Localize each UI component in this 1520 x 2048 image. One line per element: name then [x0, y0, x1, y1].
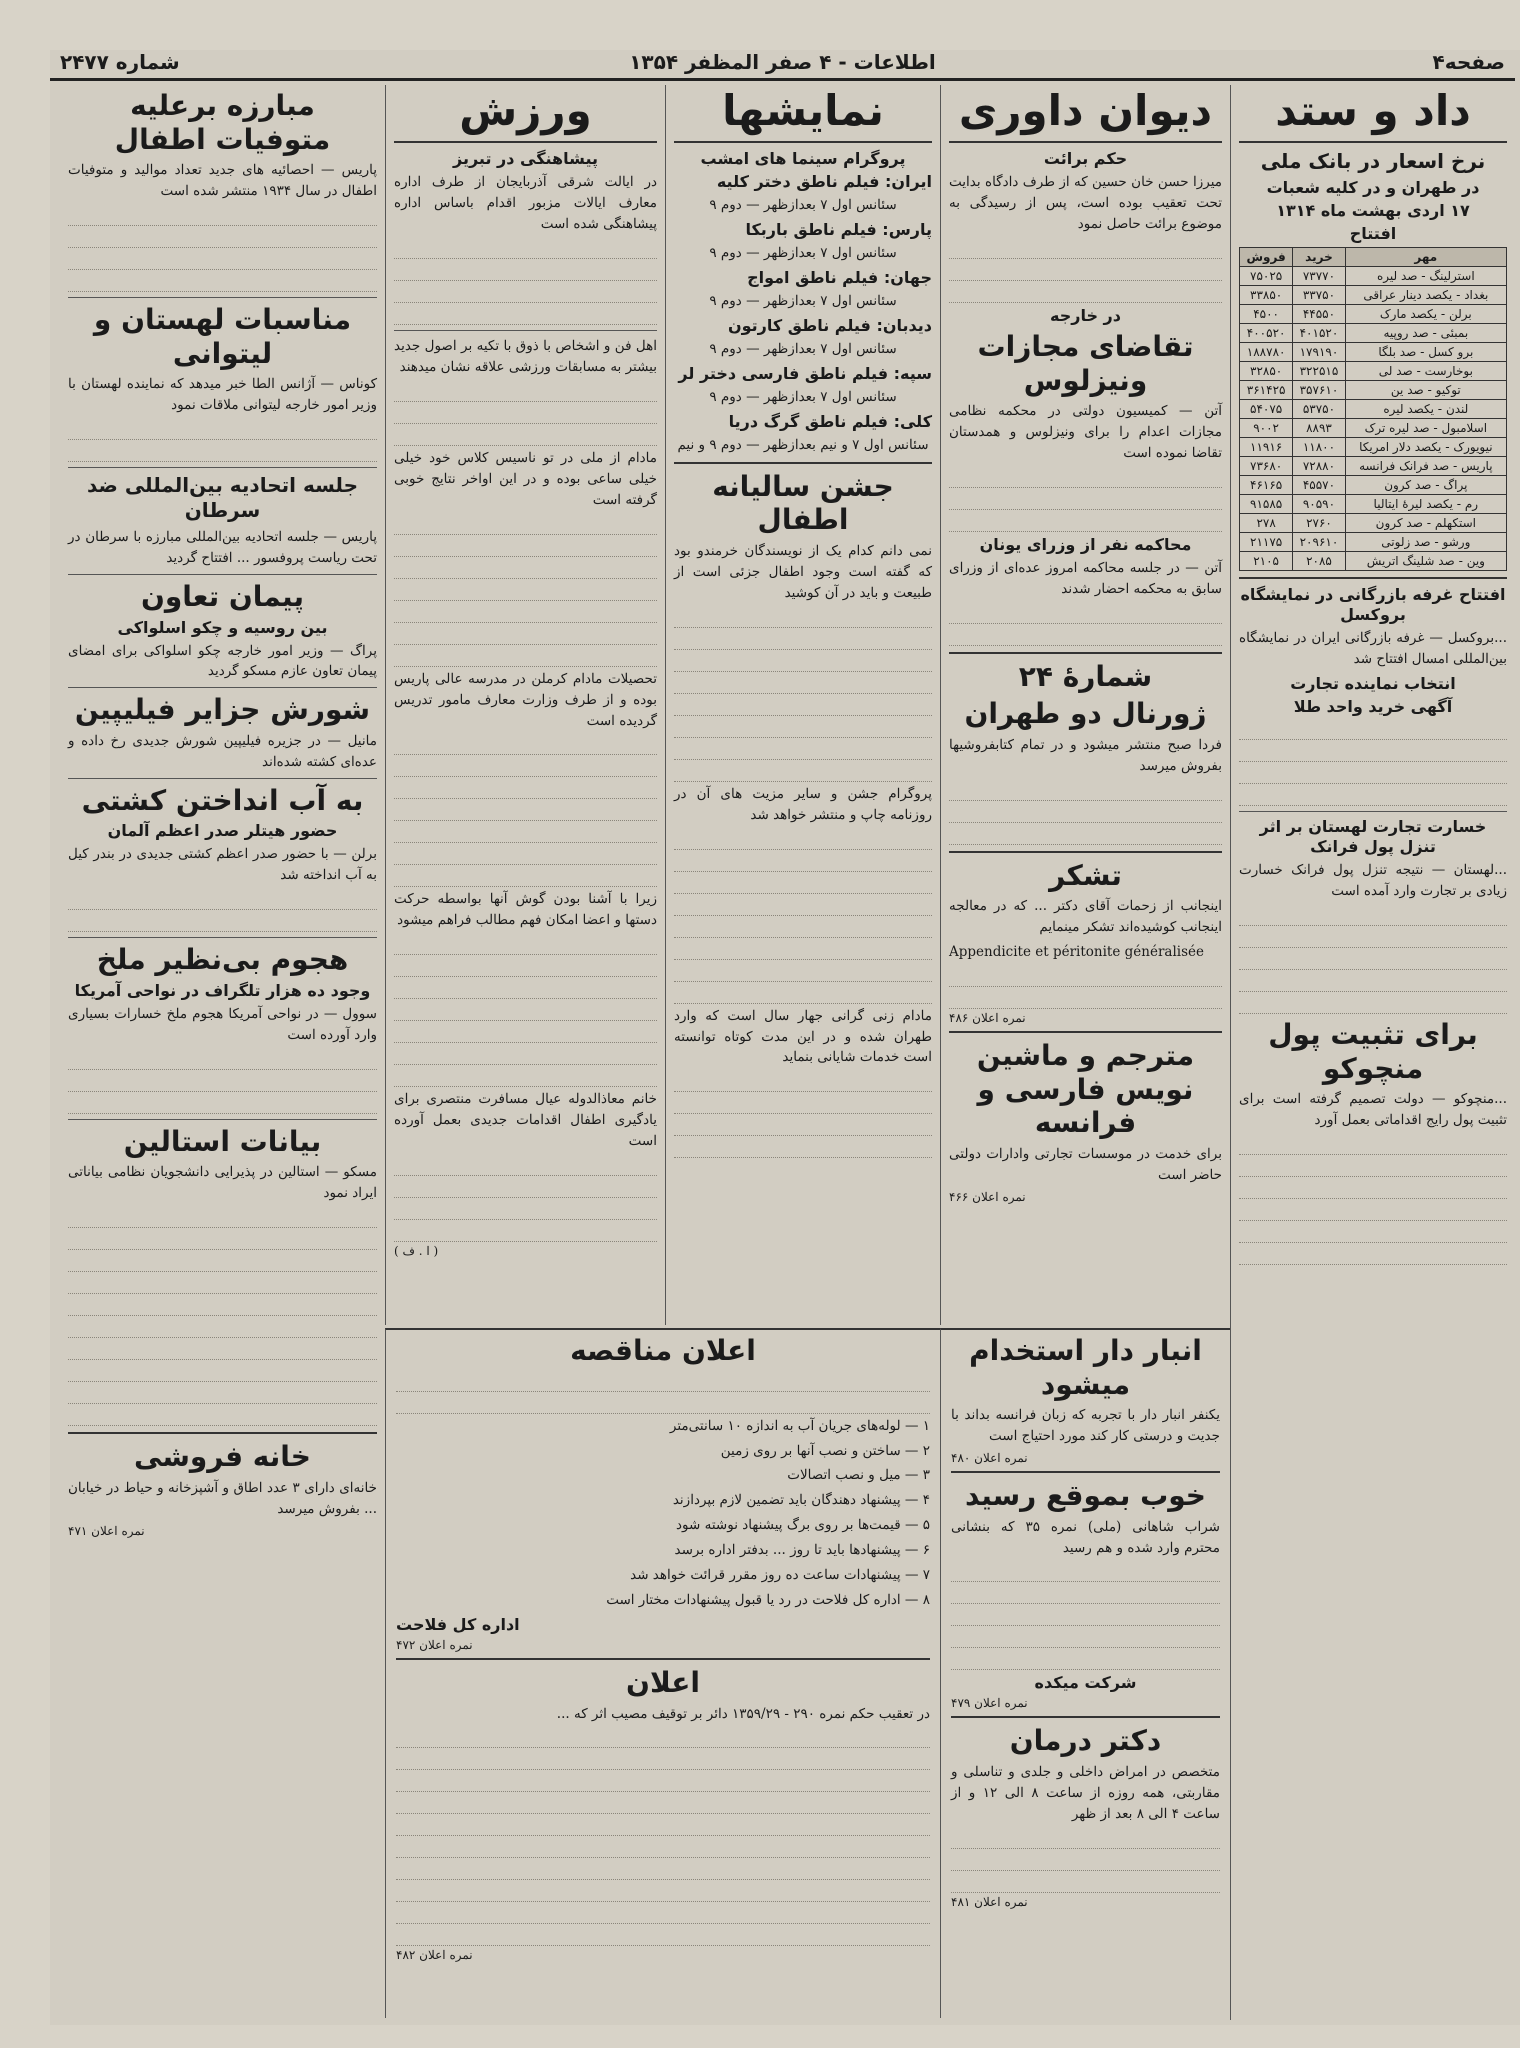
buy-rate: ۲۰۸۵ [1293, 552, 1345, 571]
cinema-name: جهان: فیلم ناطق امواج [747, 268, 932, 288]
article-text: پاریس — احصائیه های جدید تعداد موالید و متوفیات اطفال در سال ۱۹۳۴ منتشر شده است [68, 162, 377, 200]
sell-rate: ۲۱۰۵ [1240, 552, 1293, 571]
buy-rate: ۳۵۷۶۱۰ [1293, 381, 1345, 400]
article-text: اهل فن و اشخاص با ذوق با تکیه بر اصول جدید بیشتر به مسابقات ورزشی علاقه نشان میدهند [394, 338, 657, 375]
faded-text [674, 1072, 932, 1158]
faded-text [949, 468, 1222, 532]
buy-rate: ۲۰۹۶۱۰ [1293, 533, 1345, 552]
table-row [1240, 495, 1507, 514]
tender-signature: اداره کل فلاحت [396, 1614, 520, 1634]
faded-text [68, 206, 377, 292]
cinema-name: دیدبان: فیلم ناطق کارتون [727, 316, 932, 336]
cinema-name: پارس: فیلم ناطق باربکا [745, 220, 932, 240]
currency-rates-table [1239, 247, 1507, 571]
table-row [1240, 362, 1507, 381]
article-text: خانه‌ای دارای ۳ عدد اطاق و آشپزخانه و حیاط در خیابان ... بفروش میرسد [68, 1479, 378, 1517]
ad-number: نمره اعلان ۴۸۲ [396, 1948, 473, 1963]
tender-item: ۴ — پیشنهاد دهندگان باید تضمین لازم بپردازند [672, 1492, 930, 1509]
currency-name: استکهلم - صد کرون [1345, 514, 1506, 533]
article-text: شراب شاهانی (ملی) نمره ۳۵ که بنشانی محترم وارد شده و هم رسید [951, 1518, 1220, 1556]
table-row [1240, 400, 1507, 419]
sell-rate: ۳۲۸۵۰ [1240, 362, 1293, 381]
article-text: آتن — کمیسیون دولتی در محکمه نظامی مجازات اعدام را برای ونیزلوس و همدستان تقاضا نموده است [949, 403, 1222, 462]
currency-name: پراگ - صد کرون [1345, 476, 1506, 495]
currency-name: پاریس - صد فرانک فرانسه [1345, 457, 1506, 476]
faded-text [1239, 720, 1507, 806]
headline-pact: پیمان تعاون [140, 579, 304, 613]
sell-rate: ۱۸۸۷۸۰ [1240, 343, 1293, 362]
tender-item: ۶ — پیشنهادها باید تا روز ... بدفتر اداره برسد [674, 1542, 930, 1559]
currency-name: وین - صد شلینگ اتریش [1345, 552, 1506, 571]
faded-text [394, 935, 657, 1087]
faded-text [949, 781, 1222, 845]
column-trade [1230, 85, 1515, 2020]
faded-text [674, 608, 932, 782]
table-row [1240, 419, 1507, 438]
newspaper-page [50, 50, 1520, 2025]
table-row [1240, 381, 1507, 400]
headline-league: جلسه اتحادیه بین‌المللی ضد سرطان [86, 473, 359, 523]
cinema-name: ایران: فیلم ناطق دختر کلیه [716, 172, 932, 192]
article-text: متخصص در امراض داخلی و جلدی و تناسلی و مقاربتی، همه روزه از ساعت ۸ الی ۱۲ و از ساعت ۴ الی ۸ بعد از ظهر [951, 1764, 1221, 1822]
rates-opening: افتتاح [1349, 224, 1397, 244]
headline-house-sale: خانه فروشی [134, 1440, 311, 1474]
currency-name: بمبئی - صد روپیه [1345, 324, 1506, 343]
buy-rate: ۴۴۵۵۰ [1293, 305, 1345, 324]
headline-storekeeper: انبار دار استخدام میشود [969, 1334, 1202, 1401]
headline-festival: جشن سالیانه اطفال [712, 469, 894, 537]
sell-rate: ۱۱۹۱۶ [1240, 438, 1293, 457]
article-text: سوول — در نواحی آمریکا هجوم ملخ خسارات بسیاری وارد آورده است [68, 1005, 377, 1043]
headline-on-time: خوب بموقع رسید [965, 1479, 1206, 1513]
faded-text [949, 604, 1222, 646]
headline-philippines: شورش جزایر فیلیپین [74, 693, 371, 727]
currency-name: اسلامبول - صد لیره ترک [1345, 419, 1506, 438]
article-text: برای خدمت در موسسات تجارتی وادارات دولتی حاضر است [949, 1146, 1222, 1183]
table-row [1240, 476, 1507, 495]
article-signature: ( ا . ف ) [394, 1244, 439, 1259]
currency-name: بوخارست - صد لی [1345, 362, 1506, 381]
headline-thanks: تشکر [1049, 858, 1122, 892]
faded-text [394, 382, 657, 446]
headline-translator: مترجم و ماشین نویس فارسی و فرانسه [976, 1039, 1195, 1140]
article-text: آتن — در جلسه محاکمه امروز عده‌ای از وزرای سابق به محکمه احضار شدند [949, 560, 1222, 597]
article-text: برلن — با حضور صدر اعظم کشتی جدیدی در بندر کیل به آب انداخته شد [68, 846, 377, 884]
headline-ship: به آب انداختن کشتی [81, 783, 364, 817]
headline-venizelos: تقاضای مجازات ونیزلوس [977, 330, 1194, 397]
headline-poland: مناسبات لهستان و لیتوانی [93, 303, 352, 370]
rates-subtitle: در طهران و در کلیه شعبات [1266, 178, 1480, 198]
cinema-times: سئانس اول ۷ بعدازظهر — دوم ۹ [709, 341, 897, 358]
section-title-shows: نمایشها [722, 86, 884, 135]
table-row [1240, 514, 1507, 533]
cinema-times: سئانس اول ۷ بعدازظهر — دوم ۹ [709, 293, 897, 310]
page-label: صفحه۴ [1432, 50, 1505, 74]
faded-text [1239, 1135, 1507, 1265]
article-text: مانیل — در جزیره فیلیپین شورش جدیدی رخ داده و عده‌ای کشته شده‌اند [68, 732, 377, 770]
headline-stalin: بیانات استالین [123, 1124, 322, 1158]
ad-number: نمره اعلان ۴۷۹ [951, 1696, 1028, 1711]
sell-rate: ۳۳۸۵۰ [1240, 286, 1293, 305]
cinema-times: سئانس اول ۷ و نیم بعدازظهر — دوم ۹ و نیم [677, 436, 929, 453]
table-row [1240, 305, 1507, 324]
article-text: میرزا حسن خان حسین که از طرف دادگاه بدایت تحت تعقیب بوده است، پس از رسیدگی به موضوع برائت حاصل نمود [949, 174, 1222, 233]
faded-text [396, 1728, 930, 1946]
buy-rate: ۳۲۲۵۱۵ [1293, 362, 1345, 381]
article-text: پراگ — وزیر امور خارجه چکو اسلواکی برای امضای پیمان تعاون عازم مسکو گردید [68, 642, 377, 680]
cinema-list [674, 172, 932, 456]
headline-pact-sub: بین روسیه و چکو اسلواکی [117, 617, 328, 637]
headline-verdict: حکم برائت [1043, 149, 1128, 169]
article-text: پاریس — جلسه اتحادیه بین‌المللی مبارزه با سرطان در تحت ریاست پروفسور ... افتتاح گردید [68, 529, 377, 566]
headline-greek-trial: محاکمه‌ نفر از وزرای یونان [979, 535, 1192, 555]
article-text: مادام زنی گرانی جهار سال است که وارد طهران شده و در این مدت کوتاه توانسته است خدمات شایانی بنماید [674, 1007, 932, 1066]
ad-number: نمره اعلان ۴۷۱ [68, 1523, 145, 1538]
sell-rate: ۲۱۱۷۵ [1240, 533, 1293, 552]
headline-locusts: هجوم بی‌نظیر ملخ [96, 943, 349, 977]
headline-contest: مبارزه برعلیه متوفیات اطفال [114, 89, 331, 156]
table-row [1240, 267, 1507, 286]
article-text: یکنفر انبار دار با تجربه که زبان فرانسه بداند با جدیت و درستی کار کند مورد احتیاج است [951, 1407, 1220, 1445]
section-title-trade: داد و ستد [1275, 86, 1471, 135]
table-header: مهر [1345, 248, 1506, 267]
currency-name: ورشو - صد زلوتی [1345, 533, 1506, 552]
buy-rate: ۸۸۹۳ [1293, 419, 1345, 438]
article-text: نمی دانم کدام یک از نویسندگان خرمندو بود که گفته است وجود اطفال جزئی است از طبیعت و باید در آن کوشید [674, 543, 932, 601]
column-shows [665, 85, 940, 1325]
sell-rate: ۷۳۶۸۰ [1240, 457, 1293, 476]
faded-text [394, 239, 657, 325]
sell-rate: ۴۵۰۰ [1240, 305, 1293, 324]
headline-branch: افتتاح غرفه بازرگانی در نمایشگاه بروکسل [1240, 585, 1506, 625]
masthead-date: اطلاعات - ۴ صفر المظفر ۱۳۵۴ [629, 50, 936, 74]
table-row [1240, 457, 1507, 476]
tender-item: ۸ — اداره کل فلاحت در رد یا قبول پیشنهادات مختار است [606, 1592, 930, 1609]
ad-number: نمره اعلان ۴۸۶ [949, 1011, 1026, 1026]
column-court [940, 85, 1230, 1325]
sell-rate: ۵۴۰۷۵ [1240, 400, 1293, 419]
article-text: زیرا با آشنا بودن گوش آنها بواسطه حرکت دستها و اعضا امکان فهم مطالب فراهم میشود [394, 891, 657, 929]
faded-text [394, 735, 657, 887]
currency-name: توکیو - صد ین [1345, 381, 1506, 400]
faded-text [1239, 906, 1507, 1014]
headline-journal: ژورنال دو طهران [964, 697, 1207, 731]
sell-rate: ۹۰۰۲ [1240, 419, 1293, 438]
sell-rate: ۲۷۸ [1240, 514, 1293, 533]
cinema-name: سپه: فیلم ناطق فارسی دختر لر [678, 363, 932, 383]
article-text: اینجانب از زحمات آقای دکتر ... که در معالجه اینجانب کوشیده‌اند تشکر مینمایم [949, 898, 1222, 936]
headline-ship-sub: حضور هیتلر صدر اعظم آلمان [107, 821, 338, 841]
sell-rate: ۳۶۱۴۲۵ [1240, 381, 1293, 400]
sell-rate: ۷۵۰۲۵ [1240, 267, 1293, 286]
masthead [50, 50, 1515, 81]
headline-program: پروگرام سینما های امشب [700, 149, 906, 169]
headline-trade-loss: خسارت تجارت لهستان بر اثر تنزل پول فرانک [1259, 817, 1487, 857]
ads-section [940, 1328, 1230, 2018]
buy-rate: ۹۰۵۹۰ [1293, 495, 1345, 514]
faded-text [394, 515, 657, 667]
article-text: ...بروکسل — غرفه بازرگانی ایران در نمایشگاه بین‌المللی امسال افتتاح شد [1239, 630, 1507, 668]
faded-text [674, 830, 932, 1004]
tender-section [385, 1328, 940, 2018]
article-text: مادام از ملی در تو ناسیس کلاس خود خیلی خیلی ساعی بوده و در این اواخر نتایج خوبی گرفته است [394, 449, 657, 508]
headline-locusts-sub: وجود ده هزار تلگراف در نواحی آمریکا [74, 980, 371, 1000]
sell-rate: ۴۶۱۶۵ [1240, 476, 1293, 495]
headline-tender: اعلان مناقصه [570, 1334, 756, 1367]
buy-rate: ۳۳۷۵۰ [1293, 286, 1345, 305]
section-title-court: دیوان داوری [958, 86, 1213, 135]
faded-text [394, 1156, 657, 1242]
headline-tabriz: پیشاهنگی در تبریز [453, 149, 598, 169]
currency-name: لندن - یکصد لیره [1345, 400, 1506, 419]
column-sports [385, 85, 665, 1325]
article-text: در تعقیب حکم نمره ۲۹۰ - ۱۳۵۹/۲۹ دائر بر توقیف مصیب اثر که ... [556, 1705, 930, 1722]
table-row [1240, 552, 1507, 571]
table-row [1240, 343, 1507, 362]
headline-manchukuo: برای تثبیت پول منچوکو [1268, 1017, 1478, 1085]
company-name: شرکت میکده [1034, 1673, 1137, 1693]
headline-issue-24: شمارهٔ ۲۴ [1018, 659, 1153, 693]
tender-items [396, 1416, 930, 1611]
ad-number: نمره اعلان ۴۸۱ [951, 1894, 1028, 1909]
headline-nomination: انتخاب نماینده تجارت [1290, 674, 1456, 694]
faded-text [951, 1562, 1220, 1670]
article-text: خانم معاذالدوله عیال مسافرت منتصری برای یادگیری اطفال اقدامات جدیدی بعمل آورده است [394, 1091, 657, 1150]
article-text: در ایالت شرقی آذربایجان از طرف اداره معارف ایالات مزبور اقدام باساس اداره پیشاهنگی شده است [394, 174, 657, 233]
headline-gold: آگهی خرید واحد طلا [1293, 697, 1453, 717]
table-row [1240, 533, 1507, 552]
cinema-times: سئانس اول ۷ بعدازظهر — دوم ۹ [709, 245, 897, 262]
faded-text [949, 239, 1222, 303]
faded-text [68, 1208, 377, 1426]
column-world-news [60, 85, 385, 2020]
issue-number: شماره ۲۴۷۷ [60, 50, 180, 74]
buy-rate: ۴۵۵۷۰ [1293, 476, 1345, 495]
table-row [1240, 324, 1507, 343]
rates-title: نرخ اسعار در بانک ملی [1260, 149, 1486, 174]
tender-item: ۷ — پیشنهادات ساعت ده روز مقرر قرائت خواهد شد [630, 1567, 930, 1584]
article-text: تحصیلات مادام کرملن در مدرسه عالی پاریس بوده و از طرف وزارت معارف مامور تدریس گردیده است [394, 670, 657, 729]
french-text: Appendicite et péritonite généralisée [949, 944, 1204, 961]
article-text: پروگرام جشن و سایر مزیت های آن در روزنامه چاپ و منتشر خواهد شد [674, 785, 932, 823]
headline-abroad: در خارجه [1050, 306, 1121, 326]
cinema-name: کلی: فیلم ناطق گرگ دریا [728, 411, 932, 431]
tender-item: ۳ — میل و نصب اتصالات [787, 1467, 930, 1484]
table-header: فروش [1240, 248, 1293, 267]
buy-rate: ۱۷۹۱۹۰ [1293, 343, 1345, 362]
headline-doctor: دکتر درمان [1009, 1724, 1162, 1758]
buy-rate: ۷۲۸۸۰ [1293, 457, 1345, 476]
article-text: ...منچوکو — دولت تصمیم گرفته است برای تثبیت پول رایج اقداماتی بعمل آورد [1239, 1091, 1507, 1129]
currency-name: رم - یکصد لیرهٔ ایتالیا [1345, 495, 1506, 514]
rates-date: ۱۷ اردی بهشت ماه ۱۳۱۴ [1276, 201, 1470, 221]
article-text: ...لهستان — نتیجه تنزل پول فرانک خسارت زیادی بر تجارت وارد آمده است [1239, 862, 1507, 900]
faded-text [68, 420, 377, 462]
faded-text [68, 1050, 377, 1114]
article-text: مسکو — استالین در پذیرایی دانشجویان نظامی بیاناتی ایراد نمود [68, 1164, 377, 1202]
sell-rate: ۴۰۰۵۲۰ [1240, 324, 1293, 343]
currency-name: استرلینگ - صد لیره [1345, 267, 1506, 286]
cinema-times: سئانس اول ۷ بعدازظهر — دوم ۹ [709, 388, 897, 405]
buy-rate: ۱۱۸۰۰ [1293, 438, 1345, 457]
ad-number: نمره اعلان ۴۷۲ [396, 1637, 473, 1652]
currency-name: بغداد - یکصد دینار عراقی [1345, 286, 1506, 305]
faded-text [951, 1829, 1220, 1893]
buy-rate: ۴۰۱۵۲۰ [1293, 324, 1345, 343]
faded-text [396, 1372, 930, 1414]
ad-number: نمره اعلان ۴۶۶ [949, 1189, 1026, 1204]
buy-rate: ۷۳۷۷۰ [1293, 267, 1345, 286]
ad-number: نمره اعلان ۴۸۰ [951, 1451, 1028, 1466]
section-title-sports: ورزش [459, 86, 592, 135]
faded-text [949, 967, 1222, 1009]
tender-item: ۲ — ساختن و نصب آنها بر روی زمین [720, 1442, 930, 1459]
article-text: کوناس — آژانس الطا خبر میدهد که نماینده لهستان با وزیر امور خارجه لیتوانی ملاقات نمود [68, 376, 377, 414]
currency-name: برو کسل - صد بلگا [1345, 343, 1506, 362]
tender-item: ۱ — لوله‌های جریان آب به اندازه ۱۰ سانتی‌متر [669, 1417, 930, 1434]
currency-name: برلن - یکصد مارک [1345, 305, 1506, 324]
tender-item: ۵ — قیمت‌ها بر روی برگ پیشنهاد نوشته شود [676, 1517, 930, 1534]
headline-notice: اعلان [626, 1665, 700, 1699]
cinema-times: سئانس اول ۷ بعدازظهر — دوم ۹ [709, 197, 897, 214]
sell-rate: ۹۱۵۸۵ [1240, 495, 1293, 514]
table-header: خرید [1293, 248, 1345, 267]
faded-text [68, 890, 377, 932]
table-row [1240, 438, 1507, 457]
table-row [1240, 286, 1507, 305]
buy-rate: ۵۳۷۵۰ [1293, 400, 1345, 419]
buy-rate: ۲۷۶۰ [1293, 514, 1345, 533]
article-text: فردا صبح منتشر میشود و در تمام کتابفروشیها بفروش میرسد [949, 737, 1222, 774]
currency-name: نیویورک - یکصد دلار امریکا [1345, 438, 1506, 457]
